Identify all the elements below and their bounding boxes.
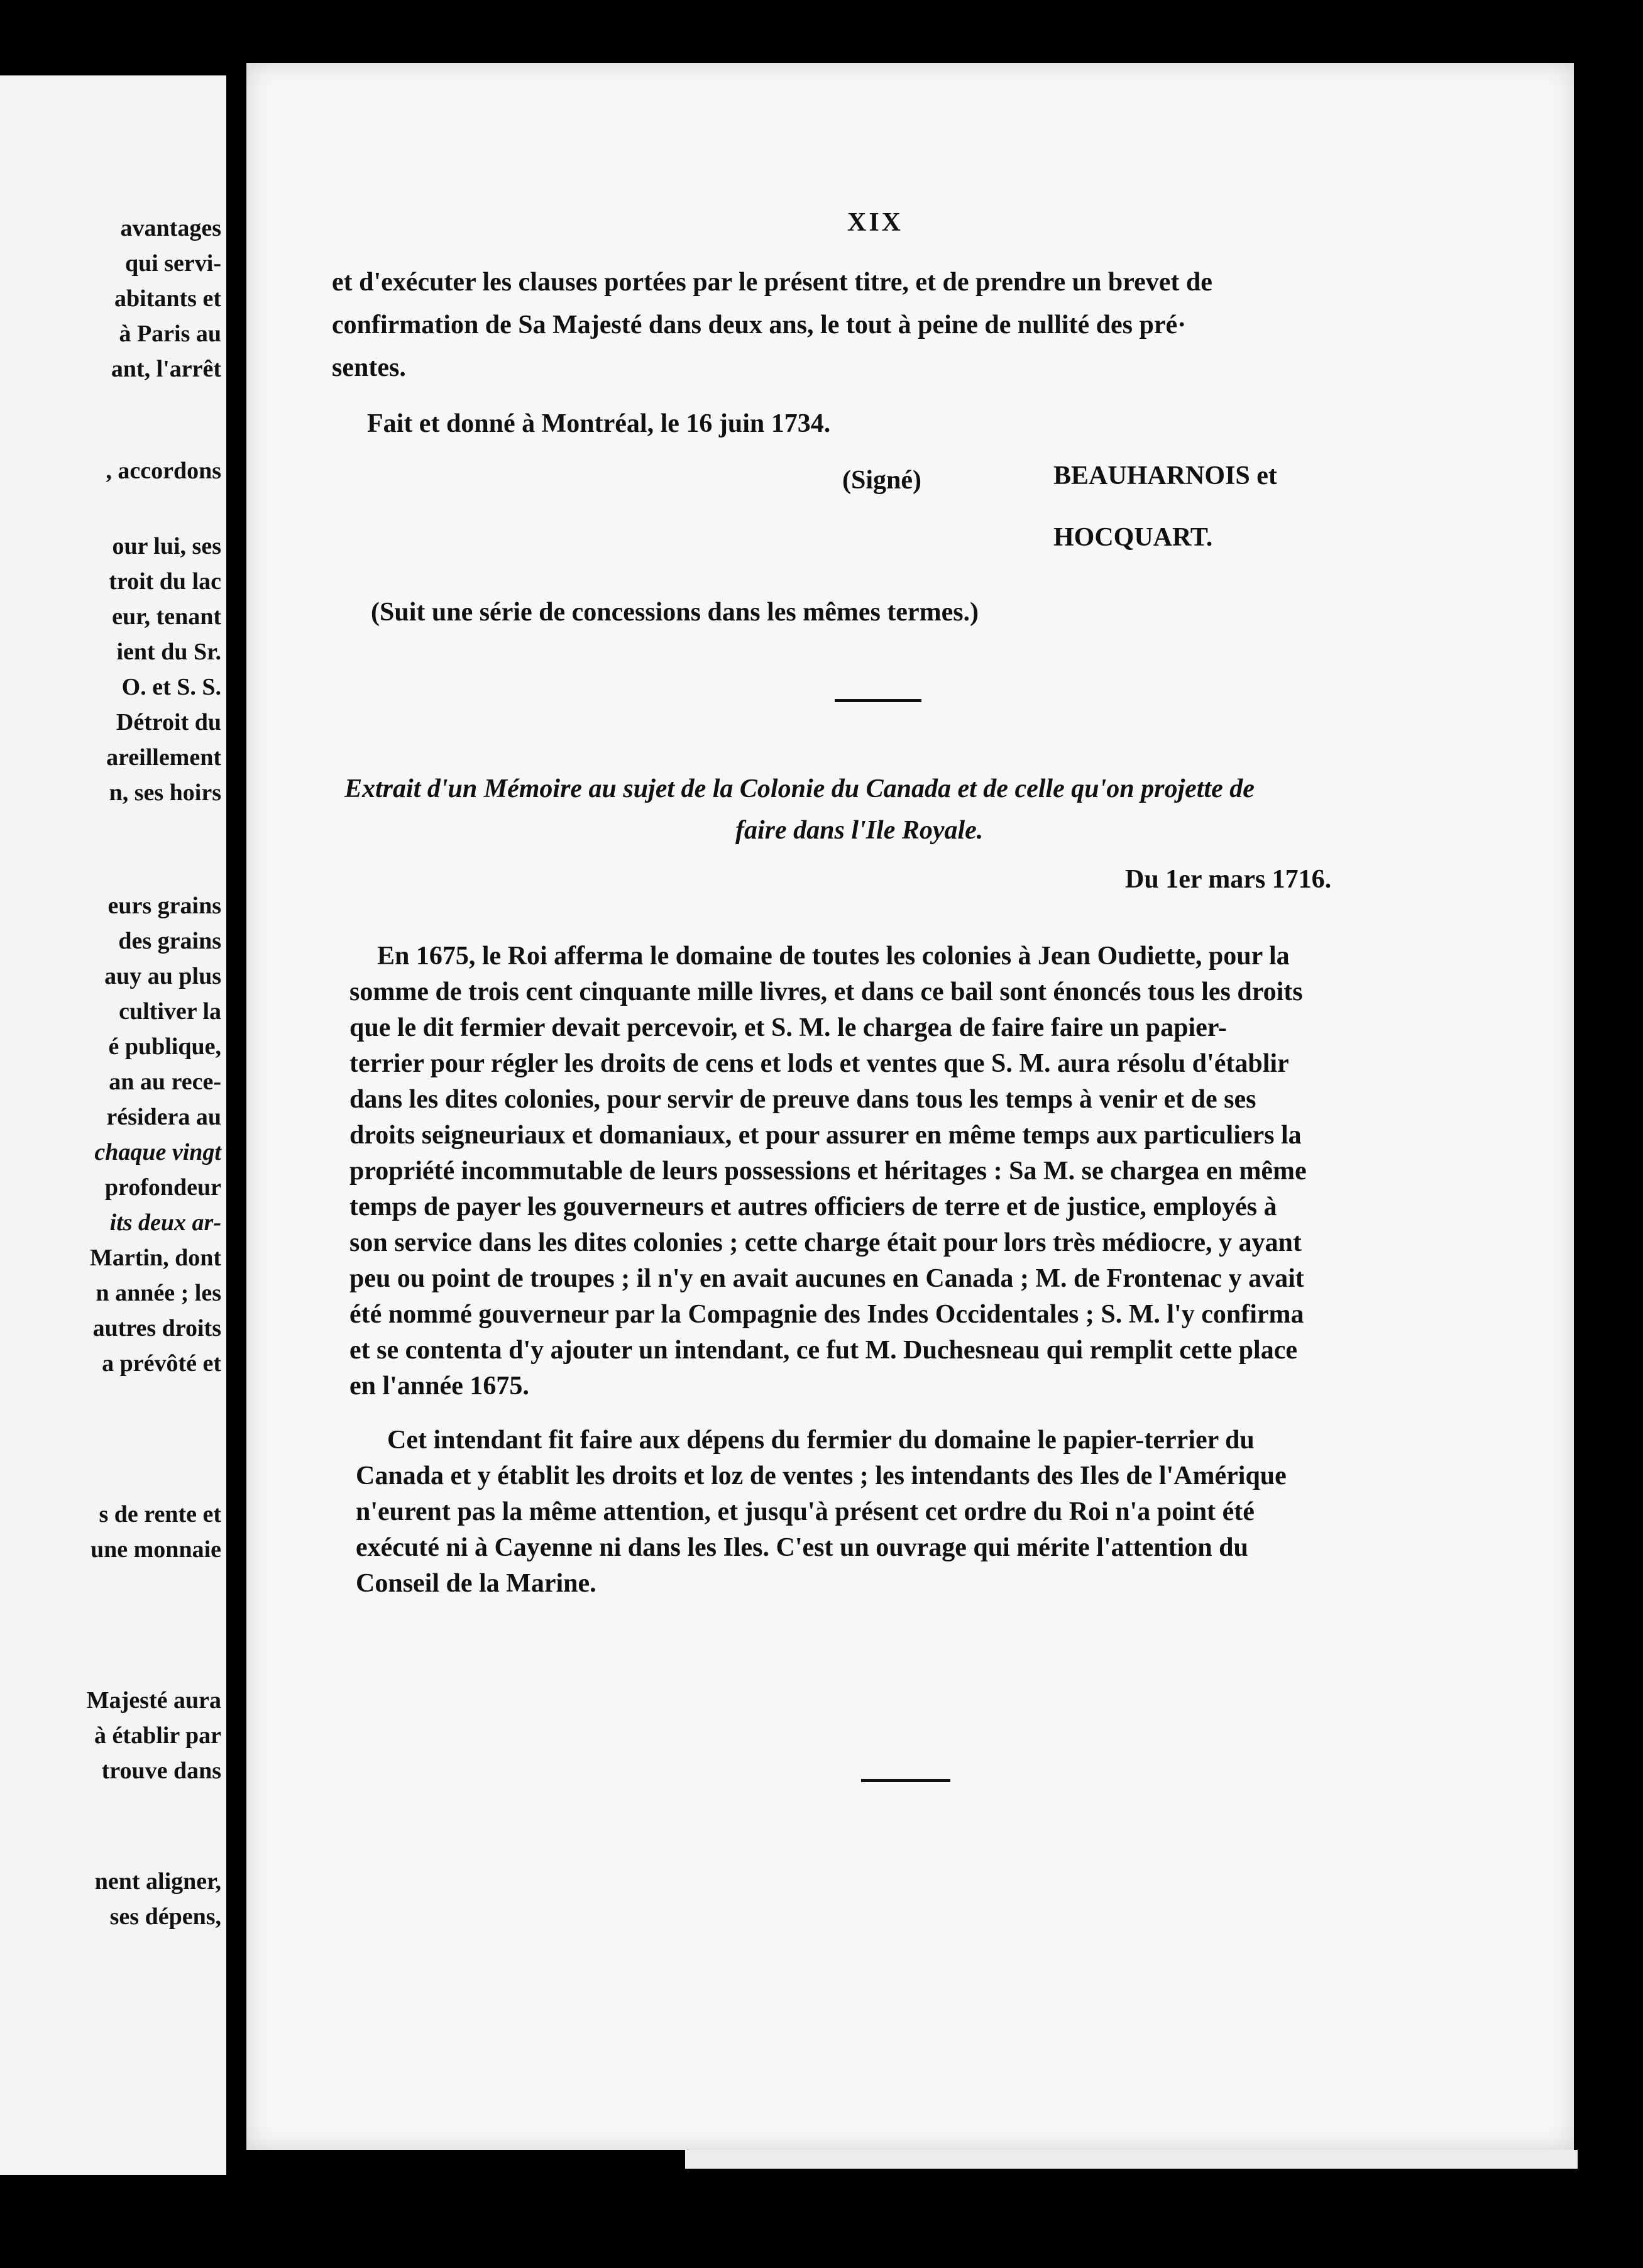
left-page-line: à établir par bbox=[94, 1722, 221, 1749]
paragraph-1-line: en l'année 1675. bbox=[349, 1372, 529, 1401]
paragraph-2-line: Cet intendant fit faire aux dépens du fermier du domaine le papier-terrier du bbox=[387, 1426, 1255, 1455]
paragraph-1-line: et se contenta d'y ajouter un intendant, ce fut M. Duchesneau qui remplit cette place bbox=[349, 1336, 1297, 1365]
left-page-line: ient du Sr. bbox=[116, 639, 221, 665]
paragraph-1-line: peu ou point de troupes ; il n'y en avait aucunes en Canada ; M. de Frontenac y avait bbox=[349, 1264, 1304, 1293]
signatory-1: BEAUHARNOIS et bbox=[1053, 461, 1277, 490]
paragraph-1-line: En 1675, le Roi afferma le domaine de toutes les colonies à Jean Oudiette, pour la bbox=[377, 942, 1290, 971]
left-page-line: Majesté aura bbox=[86, 1687, 221, 1714]
left-page-line: Détroit du bbox=[116, 709, 221, 735]
extract-title-line-2: faire dans l'Ile Royale. bbox=[735, 816, 984, 845]
left-page-line: nent aligner, bbox=[94, 1868, 221, 1895]
left-page-line: n année ; les bbox=[96, 1280, 221, 1306]
paragraph-2-line: Canada et y établit les droits et loz de ventes ; les intendants des Iles de l'Amérique bbox=[356, 1462, 1287, 1490]
paragraph-2-line: n'eurent pas la même attention, et jusqu'à présent cet ordre du Roi n'a point été bbox=[356, 1497, 1255, 1526]
left-page-line: cultiver la bbox=[119, 998, 221, 1025]
left-page-line: é publique, bbox=[108, 1033, 221, 1060]
series-note: (Suit une série de concessions dans les mêmes termes.) bbox=[371, 598, 979, 627]
left-page-line: qui servi- bbox=[124, 250, 221, 277]
extract-title-line-1: Extrait d'un Mémoire au sujet de la Colonie du Canada et de celle qu'on projette de bbox=[344, 774, 1255, 803]
left-page-line: avantages bbox=[120, 215, 221, 241]
date-line: Fait et donné à Montréal, le 16 juin 1734. bbox=[367, 409, 831, 438]
left-page-line: eur, tenant bbox=[112, 603, 221, 630]
paragraph-1-line: été nommé gouverneur par la Compagnie des Indes Occidentales ; S. M. l'y confirma bbox=[349, 1300, 1304, 1329]
left-page-line: , accordons bbox=[106, 458, 221, 484]
paragraph-1-line: dans les dites colonies, pour servir de preuve dans tous les temps à venir et de ses bbox=[349, 1085, 1256, 1114]
paragraph-2-line: exécuté ni à Cayenne ni dans les Iles. C'est un ouvrage qui mérite l'attention du bbox=[356, 1533, 1248, 1562]
left-page-fragment bbox=[0, 75, 226, 2175]
paragraph-1-line: terrier pour régler les droits de cens et lods et ventes que S. M. aura résolu d'établir bbox=[349, 1049, 1289, 1078]
page-number: XIX bbox=[847, 208, 904, 237]
paragraph-1-line: temps de payer les gouverneurs et autres officiers de terre et de justice, employés à bbox=[349, 1192, 1277, 1221]
paragraph-1-line: que le dit fermier devait percevoir, et S. M. le chargea de faire faire un papier- bbox=[349, 1013, 1227, 1042]
left-page-line: profondeur bbox=[104, 1174, 221, 1201]
left-page-line: ses dépens, bbox=[109, 1903, 221, 1930]
left-page-line: auy au plus bbox=[104, 963, 221, 989]
left-page-line: autres droits bbox=[92, 1315, 221, 1341]
signed-label: (Signé) bbox=[842, 466, 921, 495]
end-divider bbox=[861, 1779, 950, 1782]
left-page-line: areillement bbox=[106, 744, 221, 771]
left-page-line: eurs grains bbox=[107, 893, 221, 919]
left-page-line: s de rente et bbox=[99, 1501, 221, 1528]
left-page-line: ant, l'arrêt bbox=[111, 356, 221, 382]
opening-line-1: et d'exécuter les clauses portées par le présent titre, et de prendre un brevet de bbox=[332, 268, 1212, 297]
left-page-line: abitants et bbox=[114, 285, 221, 312]
left-page-line: des grains bbox=[118, 928, 221, 954]
left-page-line: a prévôté et bbox=[102, 1350, 221, 1377]
opening-line-2: confirmation de Sa Majesté dans deux ans, le tout à peine de nullité des pré· bbox=[332, 311, 1187, 339]
paragraph-1-line: somme de trois cent cinquante mille livres, et dans ce bail sont énoncés tous les droits bbox=[349, 977, 1303, 1006]
left-page-line: Martin, dont bbox=[90, 1245, 221, 1271]
left-page-line: an au rece- bbox=[109, 1069, 221, 1095]
left-page-line: our lui, ses bbox=[112, 533, 221, 559]
left-page-line: troit du lac bbox=[109, 568, 221, 595]
paragraph-1-line: propriété incommutable de leurs possessions et héritages : Sa M. se chargea en même bbox=[349, 1157, 1307, 1186]
left-page-line: chaque vingt bbox=[94, 1139, 221, 1165]
extract-date: Du 1er mars 1716. bbox=[1125, 865, 1332, 894]
paragraph-2-line: Conseil de la Marine. bbox=[356, 1569, 596, 1598]
signatory-2: HOCQUART. bbox=[1053, 523, 1213, 552]
section-divider bbox=[835, 699, 921, 702]
left-page-line: its deux ar- bbox=[109, 1209, 221, 1236]
paragraph-1-line: son service dans les dites colonies ; cette charge était pour lors très médiocre, y ayant bbox=[349, 1228, 1302, 1257]
opening-line-3: sentes. bbox=[332, 353, 406, 382]
paragraph-1-line: droits seigneuriaux et domaniaux, et pour assurer en même temps aux particuliers la bbox=[349, 1121, 1302, 1150]
left-page-line: une monnaie bbox=[91, 1536, 221, 1563]
left-page-line: résidera au bbox=[106, 1104, 221, 1130]
page-bottom-strip bbox=[685, 2150, 1578, 2169]
left-page-line: n, ses hoirs bbox=[109, 779, 221, 806]
left-page-line: à Paris au bbox=[119, 321, 221, 347]
left-page-line: trouve dans bbox=[101, 1758, 221, 1784]
left-page-line: O. et S. S. bbox=[121, 674, 221, 700]
